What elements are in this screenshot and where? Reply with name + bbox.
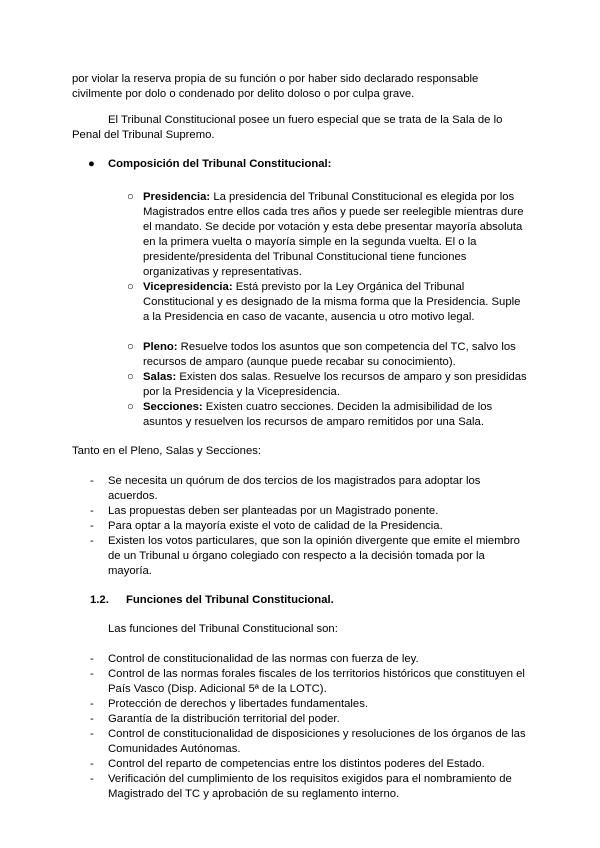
dash-icon: - [90, 698, 94, 710]
list-item-presidencia [127, 190, 528, 280]
pleno-rules-list [72, 474, 528, 579]
list-item [72, 474, 528, 504]
list-item [72, 727, 528, 757]
functions-intro-paragraph: Las funciones del Tribunal Constitucional son: [108, 623, 338, 635]
circle-bullet-icon: ○ [127, 281, 134, 293]
list-item-text: Control de constitucionalidad de disposiciones y resoluciones de los órganos de las Comunidades Autónomas. [108, 728, 526, 755]
list-item-text: Protección de derechos y libertades fundamentales. [108, 698, 368, 710]
list-item [72, 504, 528, 519]
circle-bullet-icon: ○ [127, 341, 134, 353]
bullet-icon: ● [88, 158, 95, 170]
list-item [72, 652, 528, 667]
list-item-text: Existen dos salas. Resuelve los recursos de amparo y son presididas por la Presidencia y la Vicepresidencia. [143, 371, 527, 398]
dash-icon: - [90, 535, 94, 547]
composicion-heading-text: Composición del Tribunal Constitucional: [108, 158, 332, 170]
section-heading [90, 593, 528, 608]
list-item-text: Control del reparto de competencias entre los distintos poderes del Estado. [108, 758, 485, 770]
dash-icon: - [90, 505, 94, 517]
intro-continuation-paragraph: por violar la reserva propia de su función o por haber sido declarado responsable civilmente por dolo o condenado por delito doloso o por culpa grave. [72, 73, 479, 100]
list-item-text: Las propuestas deben ser planteadas por un Magistrado ponente. [108, 505, 439, 517]
list-item-text: Existen los votos particulares, que son la opinión divergente que emite el miembro de un Tribunal u órgano colegiado con respecto a la decisión tomada por la mayoría. [108, 535, 520, 577]
list-item-term: Secciones: [143, 401, 203, 413]
list-item-text: Se necesita un quórum de dos tercios de los magistrados para adoptar los acuerdos. [108, 475, 481, 502]
dash-icon: - [90, 773, 94, 785]
list-item-text: Resuelve todos los asuntos que son competencia del TC, salvo los recursos de amparo (aunque puede recabar su conocimiento). [143, 341, 516, 368]
list-item-pleno [127, 340, 528, 370]
dash-icon: - [90, 758, 94, 770]
functions-list [72, 652, 528, 802]
dash-icon: - [90, 653, 94, 665]
dash-icon: - [90, 728, 94, 740]
list-item-term: Pleno: [143, 341, 178, 353]
list-item-text: Garantía de la distribución territorial del poder. [108, 713, 340, 725]
list-item-text: Existen cuatro secciones. Deciden la admisibilidad de los asuntos y resuelven los recursos de amparo remitidos por una Sala. [143, 401, 493, 428]
list-item-term: Vicepresidencia: [143, 281, 233, 293]
circle-bullet-icon: ○ [127, 371, 134, 383]
list-item [72, 712, 528, 727]
list-item-text: Verificación del cumplimiento de los requisitos exigidos para el nombramiento de Magistrado del TC y aprobación de su reglamento interno. [108, 773, 512, 800]
list-item-text: Control de constitucionalidad de las normas con fuerza de ley. [108, 653, 419, 665]
list-item [72, 667, 528, 697]
list-item-term: Salas: [143, 371, 177, 383]
list-item [72, 534, 528, 579]
fuero-paragraph: El Tribunal Constitucional posee un fuero especial que se trata de la Sala de lo Penal del Tribunal Supremo. [72, 114, 503, 141]
section-number: 1.2. [90, 594, 109, 606]
circle-bullet-icon: ○ [127, 191, 134, 203]
list-item-vicepresidencia [127, 280, 528, 325]
composicion-heading [72, 157, 528, 172]
list-item-term: Presidencia: [143, 191, 211, 203]
list-item [72, 519, 528, 534]
dash-icon: - [90, 668, 94, 680]
dash-icon: - [90, 475, 94, 487]
section-title: Funciones del Tribunal Constitucional. [126, 594, 334, 606]
dash-icon: - [90, 713, 94, 725]
list-item [72, 772, 528, 802]
list-item-text: La presidencia del Tribunal Constitucional es elegida por los Magistrados entre ellos cada tres años y puede ser reelegible mientras dure el mandato. Se decide por votación y esta debe presentar mayoría absoluta en la primera vuelta o mayoría simple en la segunda vuelta. El o la presidente/presidenta del Tribunal Constitucional tiene funciones organizativas y representativas. [143, 191, 524, 278]
dash-icon: - [90, 520, 94, 532]
list-item [72, 757, 528, 772]
pleno-intro-paragraph: Tanto en el Pleno, Salas y Secciones: [72, 445, 262, 457]
list-item-secciones [127, 400, 528, 430]
list-item-text: Está previsto por la Ley Orgánica del Tribunal Constitucional y es designado de la misma forma que la Presidencia. Suple a la Presidencia en caso de vacante, ausencia u otro motivo legal. [143, 281, 521, 323]
list-item-text: Para optar a la mayoría existe el voto de calidad de la Presidencia. [108, 520, 443, 532]
list-item-salas [127, 370, 528, 400]
list-item [72, 697, 528, 712]
list-item-text: Control de las normas forales fiscales de los territorios históricos que constituyen el País Vasco (Disp. Adicional 5ª de la LOTC). [108, 668, 525, 695]
composicion-list [72, 190, 528, 430]
circle-bullet-icon: ○ [127, 401, 134, 413]
